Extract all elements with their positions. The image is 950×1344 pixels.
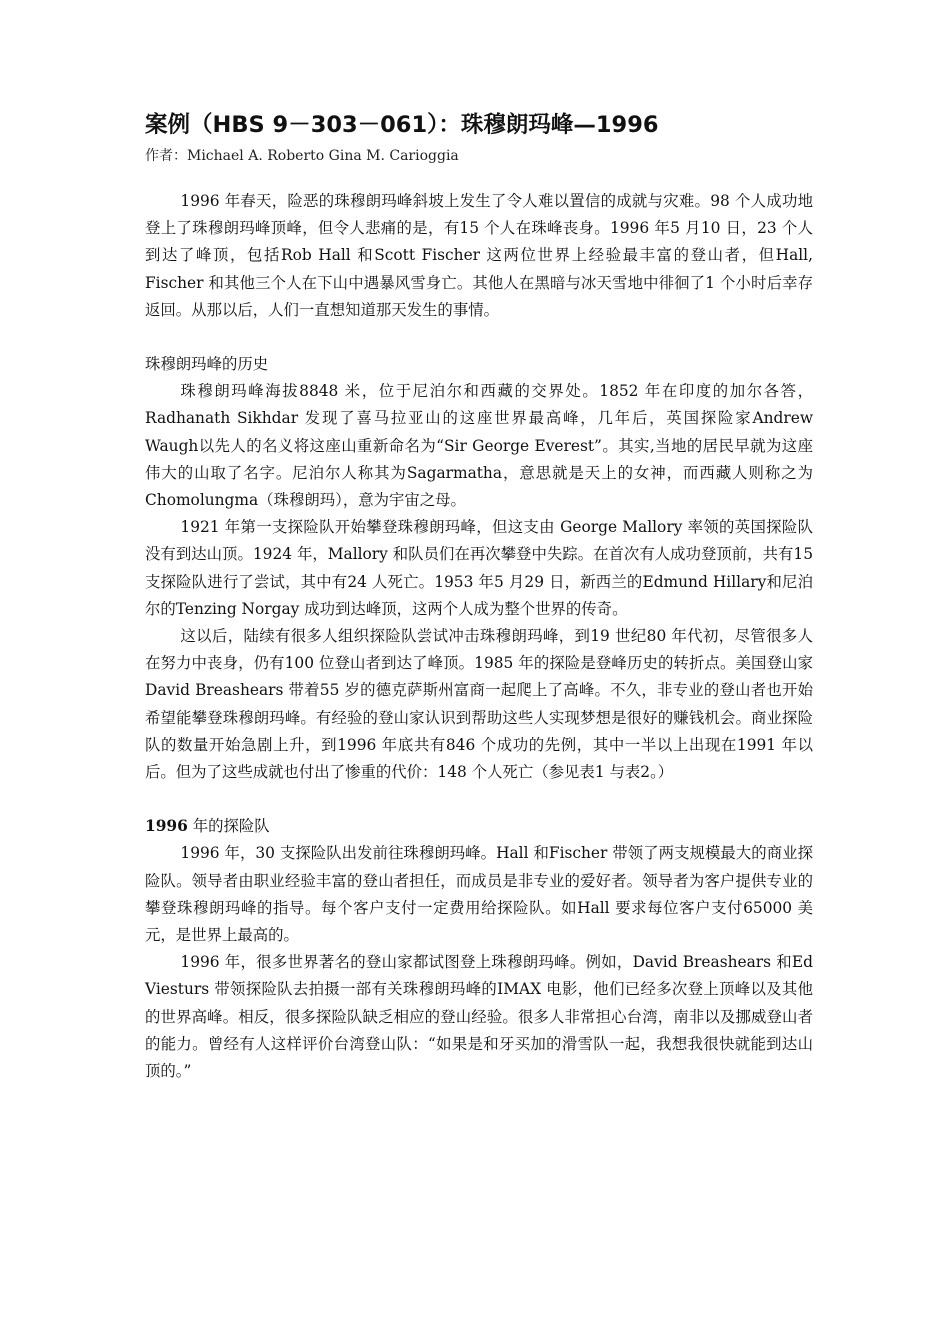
title-case-code: HBS 9－303－061 (212, 112, 428, 138)
history-paragraph-3: 这以后，陆续有很多人组织探险队尝试冲击珠穆朗玛峰，到19 世纪80 年代初，尽管很多人在努力中丧身，仍有100 位登山者到达了峰顶。1985 年的探险是登峰历史的转折点。美国登山家David Breashears 带着55 岁的德克萨斯州富商一起爬上了高峰。不久，非专业的登山者也开始希望能攀登珠穆朗玛峰。有经验的登山家认识到帮助这些人实现梦想是很好的赚钱机会。商业探险队的数量开始急剧上升，到1996 年底共有846 个成功的先例，其中一半以上出现在1991 年以后。但为了这些成就也付出了惨重的代价：148 个人死亡（参见表1 与表2。） (145, 627, 813, 782)
title-year: —1996 (573, 112, 659, 138)
expeditions-paragraph-1: 1996 年，30 支探险队出发前往珠穆朗玛峰。Hall 和Fischer 带领了两支规模最大的商业探险队。领导者由职业经验丰富的登山者担任，而成员是非专业的爱好者。领导者为客户提供专业的攀登珠穆朗玛峰的指导。每个客户支付一定费用给探险队。如Hall 要求每位客户支付65000 美元，是世界上最高的。 (145, 844, 813, 945)
title-middle: ）：珠穆朗玛峰 (427, 112, 574, 138)
section-heading-number: 1996 (145, 817, 188, 836)
intro-paragraph: 1996 年春天，险恶的珠穆朗玛峰斜坡上发生了令人难以置信的成就与灾难。98 个人成功地登上了珠穆朗玛峰顶峰，但令人悲痛的是，有15 个人在珠峰丧身。1996 年5 月10 日，23 个人到达了峰顶，包括Rob Hall 和Scott Fischer 这两位世界上经验最丰富的登山者，但Hall, Fischer 和其他三个人在下山中遇暴风雪身亡。其他人在黑暗与冰天雪地中徘徊了1 个小时后幸存返回。从那以后，人们一直想知道那天发生的事情。 (145, 192, 813, 319)
title-prefix: 案例（ (145, 112, 213, 138)
section-heading-text: 年的探险队 (187, 817, 270, 836)
history-paragraph-1: 珠穆朗玛峰海拔8848 米，位于尼泊尔和西藏的交界处。1852 年在印度的加尔各答，Radhanath Sikhdar 发现了喜马拉亚山的这座世界最高峰，几年后，英国探险家Andrew Waugh以先人的名义将这座山重新命名为“Sir George Everest”。其实,当地的居民早就为这座伟大的山取了名字。尼泊尔人称其为Sagarmatha，意思就是天上的女神，而西藏人则称之为Chomolungma（珠穆朗玛），意为宇宙之母。 (145, 382, 813, 510)
expeditions-paragraph-2: 1996 年，很多世界著名的登山家都试图登上珠穆朗玛峰。例如，David Breashears 和Ed Viesturs 带领探险队去拍摄一部有关珠穆朗玛峰的IMAX 电影，他们已经多次登上顶峰以及其他的世界高峰。相反，很多探险队缺乏相应的登山经验。很多人非常担心台湾，南非以及挪威登山者的能力。曾经有人这样评价台湾登山队：“如果是和牙买加的滑雪队一起，我想我很快就能到达山顶的。” (145, 953, 813, 1081)
author-line: 作者：Michael A. Roberto Gina M. Carioggia (145, 148, 459, 164)
section-heading (145, 351, 813, 378)
section-gap (145, 324, 813, 351)
section-heading-text: 珠穆朗玛峰的历史 (145, 355, 269, 374)
section-history (145, 351, 813, 786)
section-gap (145, 786, 813, 813)
history-paragraph-2: 1921 年第一支探险队开始攀登珠穆朗玛峰，但这支由 George Mallory 率领的英国探险队没有到达山顶。1924 年，Mallory 和队员们在再次攀登中失踪。在首次有人成功登顶前，共有15 支探险队进行了尝试，其中有24 人死亡。1953 年5 月29 日，新西兰的Edmund Hillary和尼泊尔的Tenzing Norgay 成功到达峰顶，这两个人成为整个世界的传奇。 (145, 518, 813, 618)
document-page (145, 110, 813, 1085)
section-heading (145, 813, 813, 840)
section-expeditions-1996 (145, 813, 813, 1085)
document-title (145, 110, 813, 140)
